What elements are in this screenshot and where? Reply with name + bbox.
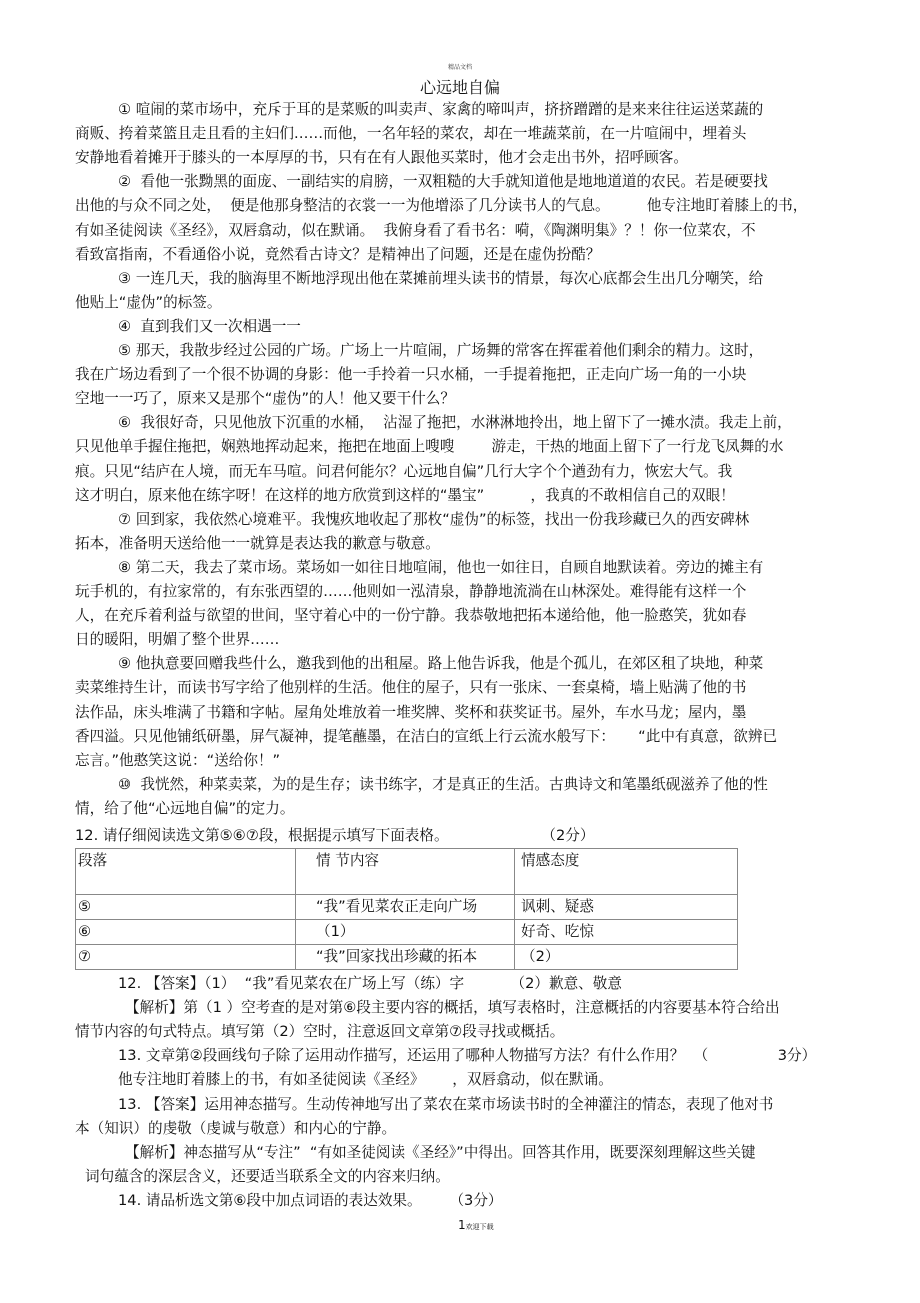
- question-12-prompt: 12. 请仔细阅读选文第⑤⑥⑦段，根据提示填写下面表格。 （2分）: [75, 827, 595, 844]
- table-row: [76, 895, 738, 920]
- paragraph-line: 他贴上“虚伪”的标签。: [75, 293, 222, 311]
- paragraph-line: 人，在充斥着利益与欲望的世间，坚守着心中的一份宁静。我恭敬地把拓本递给他，他一脸憨笑，犹如春: [75, 607, 747, 625]
- paragraph-line: 只见他单手握住拖把，娴熟地挥动起来，拖把在地面上嗖嗖 游走，干热的地面上留下了一行龙飞凤舞的水: [75, 438, 784, 456]
- paragraph-first-line: ② 看他一张黝黑的面庞、一副结实的肩膀，一双粗糙的大手就知道他是地地道道的农民。若是硬要找: [118, 173, 768, 191]
- table-row: [76, 945, 738, 970]
- answer-line: 13. 文章第②段画线句子除了运用动作描写，还运用了哪种人物描写方法？有什么作用？ （ 3分）: [118, 1047, 817, 1065]
- table-cell: ⑥: [76, 920, 296, 945]
- answer-line: 12. 【答案】（1） “我”看见菜农在广场上写（练）字 （2）歉意、敬意: [118, 975, 622, 992]
- paragraph-line: 香四溢。只见他铺纸研墨，屏气凝神，提笔蘸墨，在洁白的宣纸上行云流水般写下： “此中有真意，欲辨已: [75, 727, 778, 745]
- answer-line: 【解析】神态描写从“专注” “有如圣徒阅读《圣经》”中得出。回答其作用，既要深刻理解这些关键: [125, 1143, 756, 1161]
- table-cell: 好奇、吃惊: [515, 920, 738, 945]
- table-cell: （2）: [515, 945, 738, 970]
- answer-line: 情节内容的句式特点。填写第（2）空时，注意返回文章第⑦段寻找或概括。: [75, 1023, 565, 1041]
- table-cell: “我”看见菜农正走向广场: [296, 895, 515, 920]
- paragraph-line: 玩手机的，有拉家常的，有东张西望的……他则如一泓清泉，静静地流淌在山林深处。难得能有这样一个: [75, 583, 747, 600]
- paragraph-line: 我在广场边看到了一个很不协调的身影：他一手拎着一只水桶，一手提着拖把，正走向广场一角的一小块: [75, 366, 747, 384]
- paragraph-first-line: ④ 直到我们又一次相遇一一: [118, 317, 301, 335]
- paragraph-line: 卖菜维持生计，而读书写字给了他别样的生活。他住的屋子，只有一张床、一套桌椅，墙上贴满了他的书: [75, 679, 747, 697]
- answer-table: [75, 848, 738, 970]
- paragraph-first-line: ① 喧闹的菜市场中，充斥于耳的是菜贩的叫卖声、家禽的啼叫声，挤挤蹭蹭的是来来往往运送菜蔬的: [118, 101, 764, 118]
- paragraph-first-line: ⑩ 我恍然，种菜卖菜，为的是生存；读书练字，才是真正的生活。古典诗文和笔墨纸砚滋养了他的性: [118, 775, 768, 793]
- table-cell: “我”回家找出珍藏的拓本: [296, 945, 515, 970]
- paragraph-first-line: ⑦ 回到家，我依然心境难平。我愧疚地收起了那枚“虚伪”的标签，找出一份我珍藏已久的西安碑林: [118, 510, 750, 528]
- answer-line: 14. 请品析选文第⑥段中加点词语的表达效果。 （3分）: [118, 1191, 503, 1209]
- paragraph-line: 出他的与众不同之处， 便是他那身整洁的衣裳一一为他增添了几分读书人的气息。 他专注地盯着膝上的书，: [75, 197, 808, 215]
- paragraph-first-line: ⑤ 那天，我散步经过公园的广场。广场上一片喧闹，广场舞的常客在挥霍着他们剩余的精力。这时，: [118, 342, 764, 359]
- paragraph-first-line: ⑥ 我很好奇，只见他放下沉重的水桶， 沾湿了拖把，水淋淋地拎出，地上留下了一摊水渍。我走上前，: [118, 414, 792, 432]
- paragraph-line: 忘言。”他憨笑这说：“送给你！”: [75, 751, 281, 769]
- paragraph-line: 看致富指南，不看通俗小说，竟然看古诗文？是精神出了问题，还是在虚伪扮酷？: [75, 245, 601, 263]
- answer-line: 【解析】第（1 ）空考查的是对第⑥段主要内容的概括，填写表格时，注意概括的内容要基本符合给出: [125, 999, 780, 1017]
- footer-text: 欢迎下载: [465, 1223, 494, 1231]
- paragraph-first-line: ⑨ 他执意要回赠我些什么，邀我到他的出租屋。路上他告诉我，他是个孤儿，在郊区租了块地，种菜: [118, 655, 764, 673]
- table-cell: 讽刺、疑惑: [515, 895, 738, 920]
- paragraph-line: 痕。只见“结庐在人境，而无车马喧。问君何能尔？心远地自偏”几行大字个个遒劲有力，恢宏大气。我: [75, 462, 733, 480]
- answer-line: 本（知识）的虔敬（虔诚与敬意）和内心的宁静。: [75, 1119, 397, 1137]
- table-cell: （1）: [296, 920, 515, 945]
- page-number: 1: [458, 1218, 466, 1232]
- paragraph-line: 这才明白，原来他在练字呀！在这样的地方欣赏到这样的“墨宝” ，我真的不敢相信自己的双眼！: [75, 486, 735, 504]
- paragraph-line: 商贩、挎着菜篮且走且看的主妇们……而他，一名年轻的菜农，却在一堆蔬菜前，在一片喧闹中，埋着头: [75, 125, 747, 143]
- paragraph-line: 法作品，床头堆满了书籍和字帖。屋角处堆放着一堆奖牌、奖杯和获奖证书。屋外，车水马龙；屋内，墨: [75, 703, 747, 721]
- paragraph-line: 安静地看着摊开于膝头的一本厚厚的书，只有在有人跟他买菜时，他才会走出书外，招呼顾客。: [75, 149, 688, 167]
- header-cell: 情 节内容: [296, 849, 515, 895]
- table-cell: ⑦: [76, 945, 296, 970]
- header-cell: 段落: [76, 849, 296, 895]
- paragraph-line: 拓本，准备明天送给他一一就算是表达我的歉意与敬意。: [75, 534, 440, 552]
- table-row: [76, 920, 738, 945]
- paragraph-line: 空地一一巧了，原来又是那个“虚伪”的人！他又要干什么？: [75, 390, 455, 408]
- paragraph-first-line: ③ 一连几天，我的脑海里不断地浮现出他在菜摊前埋头读书的情景，每次心底都会生出几分嘲笑，给: [118, 269, 764, 287]
- article-title: 心远地自偏: [419, 78, 500, 97]
- table-cell: ⑤: [76, 895, 296, 920]
- paragraph-line: 情，给了他“心远地自偏”的定力。: [75, 799, 295, 817]
- answer-line: 他专注地盯着膝上的书，有如圣徒阅读《圣经》 ，双唇翕动，似在默诵。: [118, 1071, 613, 1089]
- paragraph-line: 日的暖阳，明媚了整个世界……: [75, 631, 280, 649]
- answer-line: 13. 【答案】运用神态描写。生动传神地写出了菜农在菜市场读书时的全神灌注的情态，表现了他对书: [118, 1095, 774, 1113]
- paragraph-line: 有如圣徒阅读《圣经》，双唇翕动，似在默诵。 我俯身看了看书名：嗬，《陶渊明集》？！你一位菜农，不: [75, 221, 756, 239]
- paragraph-first-line: ⑧ 第二天，我去了菜市场。菜场如一如往日地喧闹，他也一如往日，自顾自地默读着。旁边的摊主有: [118, 558, 764, 576]
- table-header-row: [76, 849, 738, 895]
- header-label: 精品文档: [447, 64, 472, 71]
- page-footer: [458, 1218, 494, 1232]
- header-cell: 情感态度: [515, 849, 738, 895]
- answer-line: 词句蕴含的深层含义，还要适当联系全文的内容来归纳。: [85, 1167, 450, 1185]
